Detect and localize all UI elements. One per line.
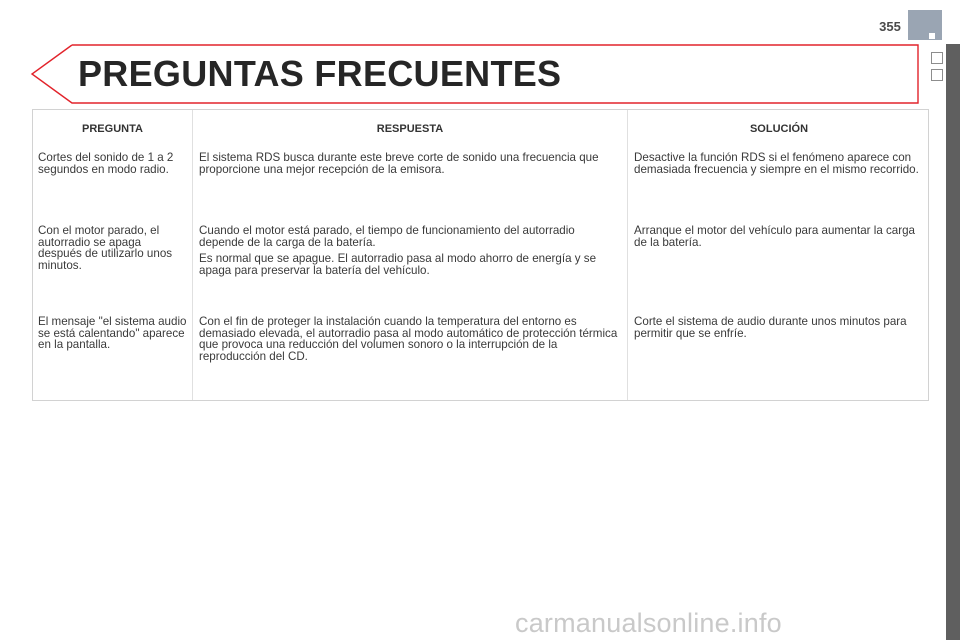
solution-text: Arranque el motor del vehículo para aumentar la carga de la batería. <box>634 224 915 249</box>
row-2-solution <box>634 225 922 248</box>
row-1-answer <box>199 152 623 175</box>
column-divider <box>627 110 628 400</box>
answer-text: Con el fin de proteger la instalación cuando la temperatura del entorno es demasiado elevada, el autorradio pasa al modo automático de protección térmica que provoca una reducción del volumen sonoro o la interrupción de la reproducción del CD. <box>199 315 618 363</box>
toc-checkbox-1 <box>931 52 943 64</box>
page-number: 355 <box>879 19 901 34</box>
solution-text: Desactive la función RDS si el fenómeno aparece con demasiada frecuencia y siempre en el mismo recorrido. <box>634 151 919 176</box>
header-pregunta: PREGUNTA <box>82 123 143 135</box>
column-divider <box>192 110 193 400</box>
question-text: Cortes del sonido de 1 a 2 segundos en modo radio. <box>38 151 174 176</box>
row-3-solution <box>634 316 922 339</box>
header-solucion: SOLUCIÓN <box>749 123 809 135</box>
solution-text: Corte el sistema de audio durante unos minutos para permitir que se enfríe. <box>634 315 907 340</box>
row-1-question <box>38 152 188 175</box>
row-2-answer <box>199 225 623 276</box>
answer-text: El sistema RDS busca durante este breve corte de sonido una frecuencia que proporcione una mejor recepción de la emisora. <box>199 151 599 176</box>
toc-checkbox-2 <box>931 69 943 81</box>
row-3-answer <box>199 316 623 362</box>
watermark: carmanualsonline.info <box>515 608 782 638</box>
row-1-solution <box>634 152 922 175</box>
faq-table <box>32 109 929 401</box>
side-thumb-bar <box>946 44 960 640</box>
row-2-question <box>38 225 173 271</box>
answer-text: Cuando el motor está parado, el tiempo de funcionamiento del autorradio depende de la carga de la batería. <box>199 224 575 249</box>
question-text: El mensaje "el sistema audio se está calentando" aparece en la pantalla. <box>38 315 187 352</box>
row-3-question <box>38 316 188 351</box>
answer-text: Es normal que se apague. El autorradio pasa al modo ahorro de energía y se apaga para preservar la batería del vehículo. <box>199 252 597 277</box>
page-title: PREGUNTAS FRECUENTES <box>78 53 562 94</box>
question-text: Con el motor parado, el autorradio se apaga después de utilizarlo unos minutos. <box>38 224 173 272</box>
header-respuesta: RESPUESTA <box>376 123 444 135</box>
